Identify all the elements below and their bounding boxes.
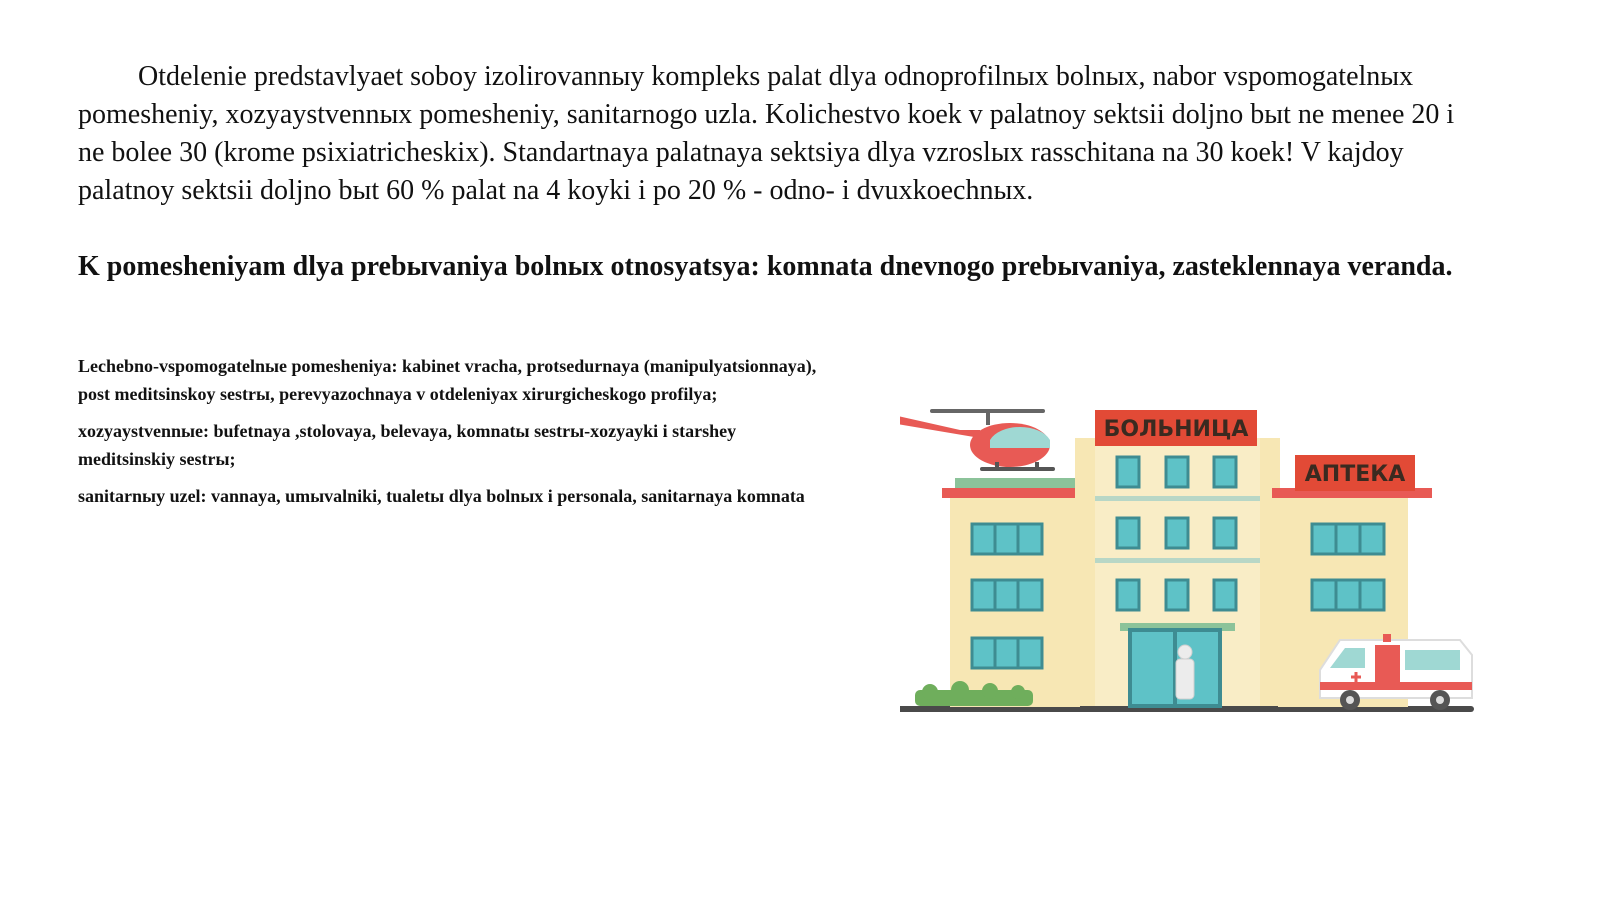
hospital-sign-text: БОЛЬНИЦА <box>1103 417 1249 442</box>
helicopter-icon <box>900 409 1055 471</box>
list-item: sanitarnыy uzel: vannaya, umыvalniki, tualetы dlya bolnыx i personala, sanitarnaya komnata <box>78 486 805 506</box>
pharmacy-sign-text: АПТЕКА <box>1304 462 1406 487</box>
hospital-illustration <box>900 400 1520 745</box>
ambulance-icon <box>1320 634 1472 710</box>
list-item: xozyaystvennыe: bufetnaya ,stolovaya, belevaya, komnatы sestrы-xozyayki i starshey meditsinskiy sestrы; <box>78 421 737 469</box>
list-item: Lechebno-vspomogatelnыe pomesheniya: kabinet vracha, protsedurnaya (manipulyatsionnaya), post meditsinskoy sestrы, perevyazochnaya v otdeleniyax xirurgicheskogo profilya; <box>78 356 817 404</box>
room-list <box>78 352 823 519</box>
intro-paragraph: Otdelenie predstavlyaet soboy izolirovannыy kompleks palat dlya odnoprofilnыx bolnыx, nabor vspomogatelnыx pomesheniy, xozyaystvennыx pomesheniy, sanitarnogo uzla. Kolichestvo koek v palatnoy sektsii doljno bыt ne menee 20 i ne bolee 30 (krome psixiatricheskix). Standartnaya palatnaya sektsiya dlya vzroslыx rasschitana na 30 koek! V kajdoy palatnoy sektsii doljno bыt 60 % palat na 4 koyki i po 20 % - odno- i dvuxkoechnыx. <box>78 61 1455 206</box>
patient-rooms-paragraph: K pomesheniyam dlya prebыvaniya bolnыx otnosyatsya: komnata dnevnogo prebыvaniya, zasteklennaya veranda. <box>78 251 1453 282</box>
